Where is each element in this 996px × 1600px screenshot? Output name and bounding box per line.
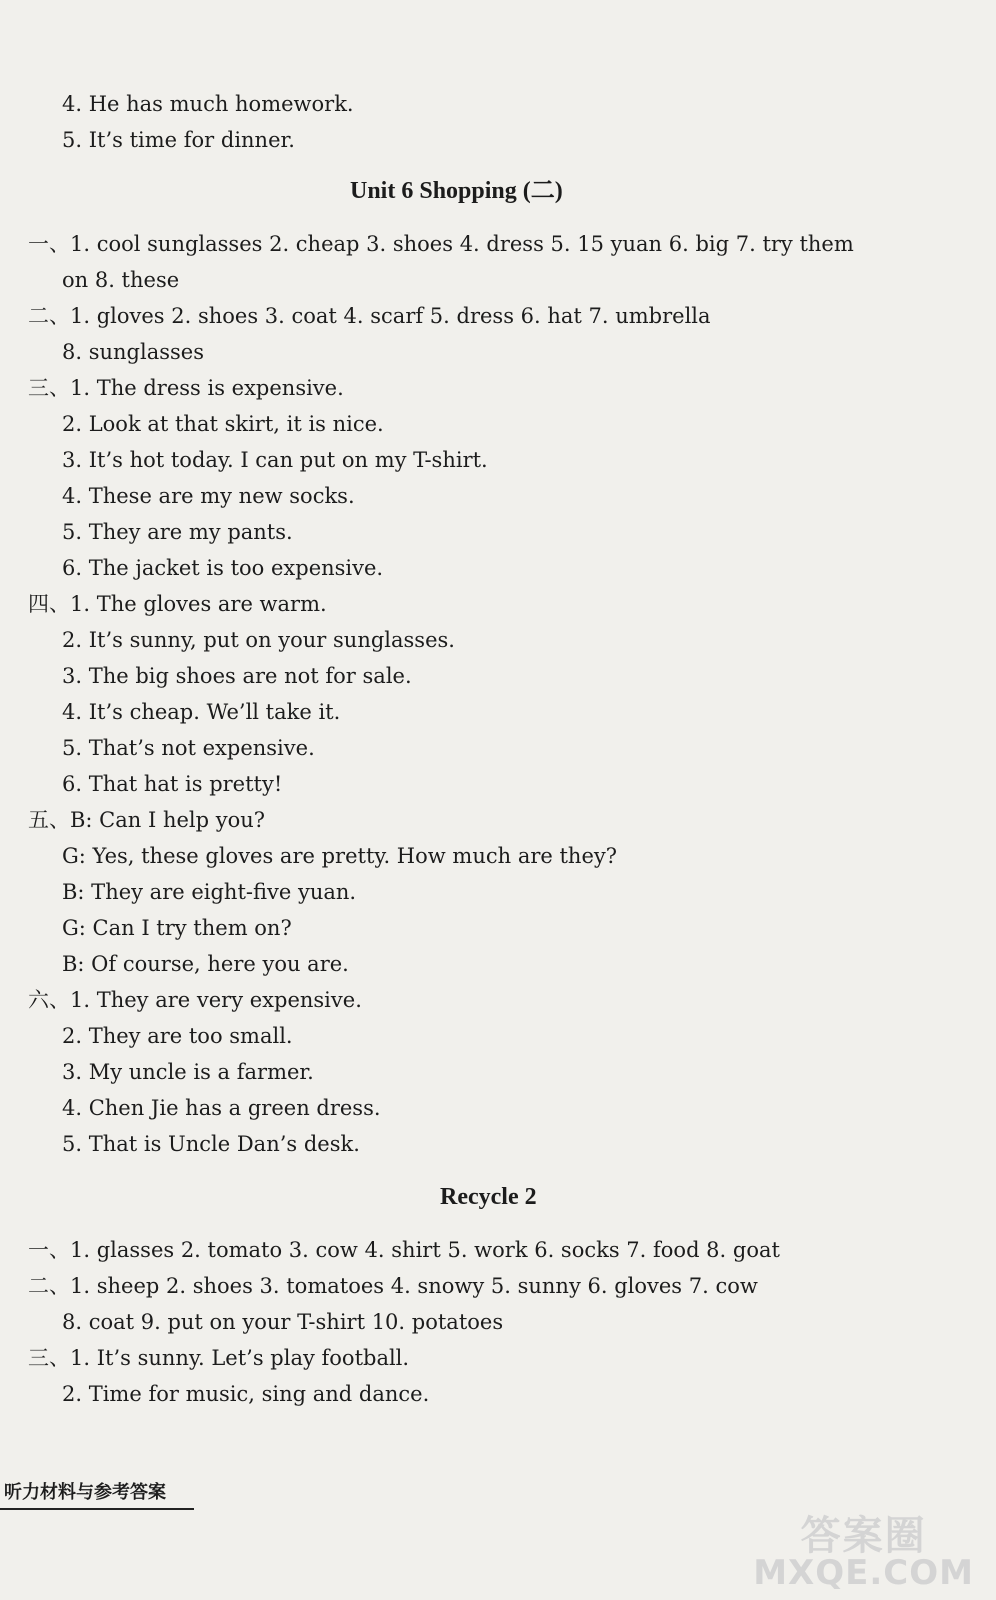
answer-line: 3. My uncle is a farmer. [62, 1060, 314, 1084]
answer-line: 2. They are too small. [62, 1024, 293, 1048]
unit6-heading: Unit 6 Shopping (二) [350, 178, 563, 204]
answer-line: 一、1. cool sunglasses 2. cheap 3. shoes 4. dress 5. 15 yuan 6. big 7. try them [28, 232, 854, 256]
watermark-logo [753, 1513, 974, 1593]
answer-line: 4. He has much homework. [62, 92, 354, 116]
answer-line: 6. That hat is pretty! [62, 772, 283, 796]
answer-line: B: Of course, here you are. [62, 952, 349, 976]
answer-line: 三、1. It’s sunny. Let’s play football. [28, 1346, 410, 1370]
watermark-bottom: MXQE.COM [753, 1553, 974, 1593]
answer-line: G: Yes, these gloves are pretty. How much are they? [62, 844, 617, 868]
answer-line: 5. They are my pants. [62, 520, 293, 544]
answer-line: 2. It’s sunny, put on your sunglasses. [62, 628, 455, 652]
answer-line: 8. coat 9. put on your T-shirt 10. potatoes [62, 1310, 504, 1334]
watermark-top: 答案圈 [800, 1513, 927, 1559]
answer-line: 5. It’s time for dinner. [62, 128, 295, 152]
answer-line: 8. sunglasses [62, 340, 204, 364]
answer-line: 六、1. They are very expensive. [28, 988, 362, 1012]
answer-line: 二、1. sheep 2. shoes 3. tomatoes 4. snowy 5. sunny 6. gloves 7. cow [28, 1274, 758, 1298]
answer-line: B: They are eight-five yuan. [62, 880, 357, 904]
answer-line: 2. Time for music, sing and dance. [62, 1382, 430, 1406]
answer-line: 4. These are my new socks. [62, 484, 355, 508]
answer-line: 3. It’s hot today. I can put on my T-shirt. [62, 448, 488, 472]
answer-line: 2. Look at that skirt, it is nice. [62, 412, 384, 436]
answer-line: 6. The jacket is too expensive. [62, 556, 384, 580]
answer-line: 5. That is Uncle Dan’s desk. [62, 1132, 360, 1156]
answer-line: 五、B: Can I help you? [28, 808, 266, 832]
answer-line: 一、1. glasses 2. tomato 3. cow 4. shirt 5. work 6. socks 7. food 8. goat [28, 1238, 780, 1262]
answer-line: 二、1. gloves 2. shoes 3. coat 4. scarf 5. dress 6. hat 7. umbrella [28, 304, 711, 328]
answer-line: 四、1. The gloves are warm. [28, 592, 327, 616]
answer-line: 4. It’s cheap. We’ll take it. [62, 700, 341, 724]
answer-line: 4. Chen Jie has a green dress. [62, 1096, 381, 1120]
page-footer-label: 听力材料与参考答案 [0, 1478, 194, 1510]
recycle2-heading: Recycle 2 [440, 1184, 537, 1210]
answer-line: 3. The big shoes are not for sale. [62, 664, 412, 688]
answer-line: 5. That’s not expensive. [62, 736, 315, 760]
answer-line: 三、1. The dress is expensive. [28, 376, 344, 400]
answer-line: on 8. these [62, 268, 180, 292]
answer-line: G: Can I try them on? [62, 916, 292, 940]
